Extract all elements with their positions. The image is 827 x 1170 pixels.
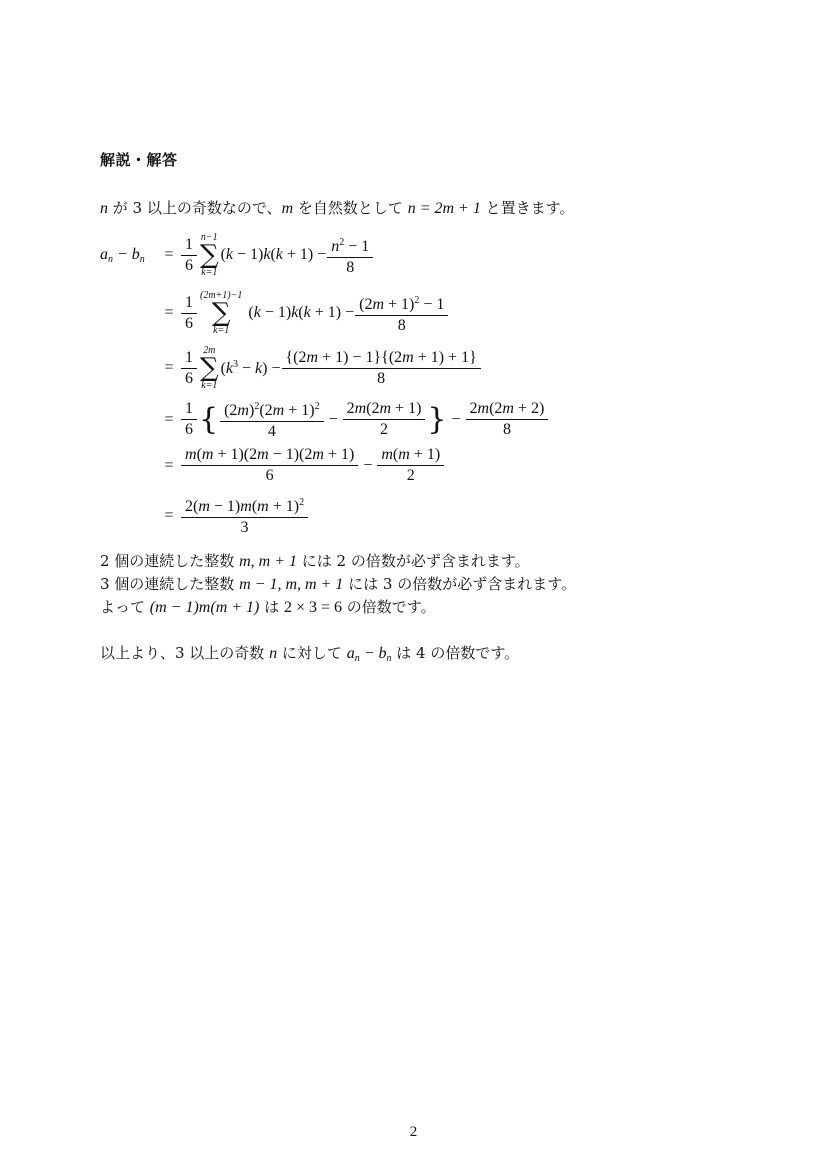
paragraph-line-3: よって (m − 1)m(m + 1) は 2 × 3 = 6 の倍数です。	[100, 598, 436, 616]
section-heading: 解説・解答	[100, 151, 178, 169]
derivation-line-1: $a_n - b_n$ = $\frac{1}{6}$ n−1 ∑ k=1 (k − 1)k(k + 1) − $\frac{n^2 - 1}{8}$	[100, 232, 374, 278]
derivation-line-2: = $\frac{1}{6}$ (2m+1)−1 ∑ k=1 (k − 1)k(k + 1) − $\frac{(2m + 1)^2 - 1}{8}$	[100, 290, 449, 336]
page-number: 2	[409, 1124, 418, 1140]
intro-equation: n = 2m + 1	[407, 200, 481, 217]
conclusion-line: 以上より、3 以上の奇数 n に対して $a_n - b_n$ は 4 の倍数です。	[100, 644, 520, 664]
derivation-line-4: = $\frac{1}{6}$ { $\frac{(2m)^2(2m + 1)^2}{4}$ − $\frac{2m(2m + 1)}{2}$ } − $\frac{2m(2m + 2)}{8}$	[100, 398, 549, 441]
summation: (2m+1)−1 ∑ k=1	[200, 290, 243, 336]
intro-text: n が 3 以上の奇数なので、m を自然数として n = 2m + 1 と置きます。	[100, 199, 575, 217]
paragraph-line-2: 3 個の連続した整数 m − 1, m, m + 1 には 3 の倍数が必ず含まれます。	[100, 575, 577, 593]
summation: 2m ∑ k=1	[200, 345, 219, 391]
derivation-line-6: = $\frac{2(m - 1)m(m + 1)^2}{3}$	[100, 494, 309, 537]
paragraph-line-1: 2 個の連続した整数 m, m + 1 には 2 の倍数が必ず含まれます。	[100, 552, 530, 570]
summation: n−1 ∑ k=1	[200, 232, 219, 278]
derivation-line-5: = $\frac{m(m + 1)(2m - 1)(2m + 1)}{6}$ − $\frac{m(m + 1)}{2}$	[100, 446, 445, 485]
derivation-line-3: = $\frac{1}{6}$ 2m ∑ k=1 $(k^3 - k)$ − $\frac{\{(2m + 1) - 1\}\{(2m + 1) + 1\}}{8}$	[100, 345, 482, 391]
